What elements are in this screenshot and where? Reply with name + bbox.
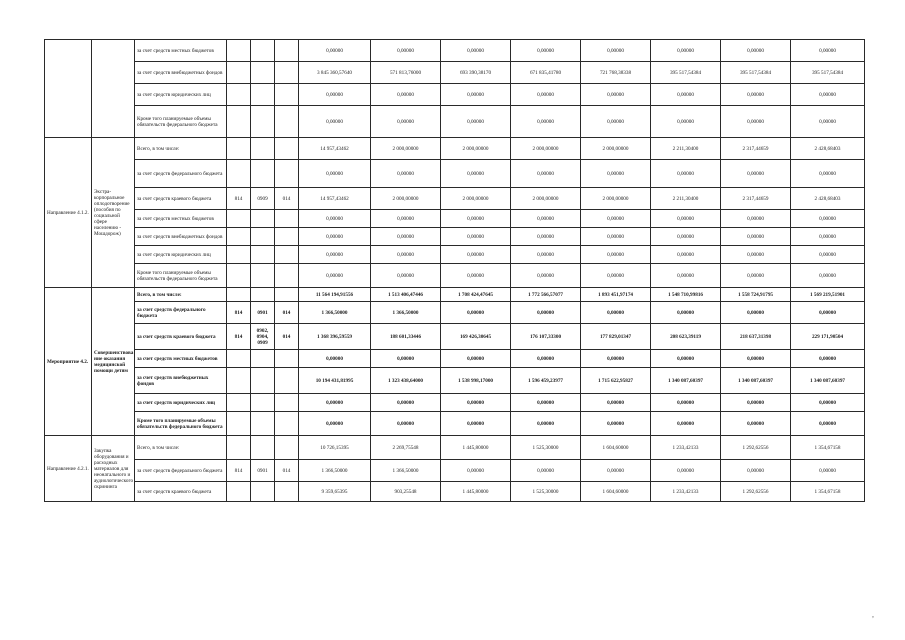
table-row (45, 246, 865, 264)
table-row (45, 106, 865, 138)
amount-cell: 208 623,39119 (651, 324, 721, 350)
amount-cell: 1 368 396,59559 (299, 324, 371, 350)
csr-code (275, 160, 299, 188)
amount-cell: 0,00000 (299, 106, 371, 138)
amount-cell: 1 292,62556 (721, 436, 791, 460)
amount-cell: 0,00000 (791, 460, 865, 482)
amount-cell: 1 233,42133 (651, 482, 721, 502)
amount-cell: 571 813,76000 (371, 62, 441, 84)
measure-description (92, 40, 135, 138)
funding-source: за счет средств местных бюджетов (135, 210, 227, 228)
grbs-code: 814 (227, 324, 251, 350)
amount-cell: 9 359,65395 (299, 482, 371, 502)
amount-cell: 0,00000 (511, 460, 581, 482)
funding-source: Всего, в том числе: (135, 138, 227, 160)
rz-pr-code (251, 40, 275, 62)
table-row (45, 482, 865, 502)
table-row (45, 368, 865, 394)
amount-cell: 0,00000 (721, 106, 791, 138)
table-row (45, 394, 865, 412)
table-row (45, 412, 865, 436)
amount-cell: 1 233,42133 (651, 436, 721, 460)
grbs-code (227, 40, 251, 62)
csr-code: 014 (275, 188, 299, 210)
amount-cell: 1 366,50000 (371, 460, 441, 482)
rz-pr-code (251, 160, 275, 188)
funding-source: за счет средств местных бюджетов (135, 40, 227, 62)
rz-pr-code (251, 84, 275, 106)
amount-cell: 0,00000 (371, 394, 441, 412)
amount-cell: 0,00000 (299, 160, 371, 188)
amount-cell: 0,00000 (721, 350, 791, 368)
amount-cell: 0,00000 (299, 228, 371, 246)
amount-cell: 10 194 431,81995 (299, 368, 371, 394)
amount-cell: 3 845 360,57640 (299, 62, 371, 84)
table-row (45, 302, 865, 324)
funding-source: за счет средств федерального бюджета (135, 302, 227, 324)
amount-cell: 1 513 406,47446 (371, 288, 441, 302)
amount-cell: 0,00000 (441, 210, 511, 228)
amount-cell: 0,00000 (441, 106, 511, 138)
amount-cell: 1 525,30000 (511, 482, 581, 502)
grbs-code (227, 62, 251, 84)
amount-cell: 0,00000 (441, 302, 511, 324)
rz-pr-code (251, 288, 275, 302)
amount-cell: 0,00000 (511, 246, 581, 264)
amount-cell: 0,00000 (371, 264, 441, 288)
amount-cell: 395 517,54384 (651, 62, 721, 84)
funding-source: за счет средств федерального бюджета (135, 160, 227, 188)
csr-code (275, 482, 299, 502)
amount-cell: 0,00000 (371, 412, 441, 436)
amount-cell: 0,00000 (581, 394, 651, 412)
amount-cell: 0,00000 (371, 350, 441, 368)
table-row (45, 288, 865, 302)
amount-cell: 0,00000 (791, 40, 865, 62)
amount-cell: 0,00000 (511, 228, 581, 246)
grbs-code (227, 210, 251, 228)
funding-source: Всего, в том числе: (135, 436, 227, 460)
amount-cell: 0,00000 (511, 412, 581, 436)
amount-cell: 0,00000 (721, 302, 791, 324)
amount-cell: 1 366,50000 (371, 302, 441, 324)
amount-cell: 169 426,30645 (441, 324, 511, 350)
table-row (45, 460, 865, 482)
amount-cell: 0,00000 (651, 264, 721, 288)
table-row (45, 350, 865, 368)
amount-cell: 0,00000 (721, 210, 791, 228)
amount-cell: 1 340 087,60397 (791, 368, 865, 394)
amount-cell: 1 445,80000 (441, 482, 511, 502)
amount-cell: 0,00000 (581, 350, 651, 368)
csr-code (275, 350, 299, 368)
amount-cell: 1 569 219,51901 (791, 288, 865, 302)
amount-cell: 2 000,00000 (511, 188, 581, 210)
table-row (45, 138, 865, 160)
amount-cell: 0,00000 (371, 210, 441, 228)
amount-cell: 14 957,43462 (299, 138, 371, 160)
funding-source: за счет средств краевого бюджета (135, 188, 227, 210)
funding-source: Кроме того планируемые объемы обязательств федерального бюджета (135, 412, 227, 436)
amount-cell: 0,00000 (651, 350, 721, 368)
amount-cell: 0,00000 (371, 106, 441, 138)
csr-code (275, 40, 299, 62)
amount-cell: 0,00000 (441, 84, 511, 106)
amount-cell: 0,00000 (581, 160, 651, 188)
amount-cell: 0,00000 (581, 40, 651, 62)
amount-cell: 0,00000 (511, 84, 581, 106)
amount-cell: 1 538 998,17000 (441, 368, 511, 394)
amount-cell: 1 604,60000 (581, 482, 651, 502)
amount-cell: 2 000,00000 (581, 188, 651, 210)
rz-pr-code (251, 394, 275, 412)
funding-source: за счет средств юридических лиц (135, 394, 227, 412)
amount-cell: 0,00000 (371, 228, 441, 246)
amount-cell: 1 366,50000 (299, 302, 371, 324)
amount-cell: 0,00000 (581, 460, 651, 482)
measure-name (45, 40, 92, 138)
amount-cell: 0,00000 (651, 106, 721, 138)
amount-cell: 0,00000 (651, 394, 721, 412)
amount-cell: 0,00000 (441, 228, 511, 246)
table-row (45, 188, 865, 210)
amount-cell: 0,00000 (299, 394, 371, 412)
amount-cell: 0,00000 (299, 264, 371, 288)
amount-cell: 1 292,62556 (721, 482, 791, 502)
table-row (45, 84, 865, 106)
funding-source: Кроме того планируемые объемы обязательств федерального бюджета (135, 106, 227, 138)
measure-description: Совершенствова ние оказания медицинской помощи детям (92, 288, 135, 436)
rz-pr-code (251, 228, 275, 246)
rz-pr-code (251, 412, 275, 436)
amount-cell: 2 269,75548 (371, 436, 441, 460)
funding-source: за счет средств юридических лиц (135, 84, 227, 106)
amount-cell: 0,00000 (441, 460, 511, 482)
amount-cell: 0,00000 (511, 394, 581, 412)
amount-cell: 2 000,00000 (581, 138, 651, 160)
amount-cell: 1 323 438,64000 (371, 368, 441, 394)
amount-cell: 0,00000 (371, 246, 441, 264)
table-row (45, 264, 865, 288)
funding-source: за счет средств юридических лиц (135, 246, 227, 264)
amount-cell: 188 601,33446 (371, 324, 441, 350)
csr-code: 014 (275, 302, 299, 324)
amount-cell: 0,00000 (651, 210, 721, 228)
table-row (45, 210, 865, 228)
amount-cell: 1 772 566,57077 (511, 288, 581, 302)
amount-cell: 2 211,30400 (651, 138, 721, 160)
amount-cell: 0,00000 (581, 210, 651, 228)
rz-pr-code (251, 210, 275, 228)
csr-code (275, 246, 299, 264)
amount-cell: 0,00000 (721, 228, 791, 246)
amount-cell: 0,00000 (651, 40, 721, 62)
rz-pr-code (251, 482, 275, 502)
amount-cell: 2 211,30400 (651, 188, 721, 210)
amount-cell: 0,00000 (441, 160, 511, 188)
rz-pr-code (251, 264, 275, 288)
amount-cell: 395 517,54384 (721, 62, 791, 84)
funding-source: за счет средств местных бюджетов (135, 350, 227, 368)
csr-code: 014 (275, 460, 299, 482)
measure-description: Экстра-корпоральное оплодотворение (пособия по социальной сфере населению - Мошдорож) (92, 138, 135, 288)
amount-cell: 0,00000 (441, 264, 511, 288)
amount-cell: 176 107,33300 (511, 324, 581, 350)
amount-cell: 0,00000 (791, 412, 865, 436)
rz-pr-code (251, 106, 275, 138)
amount-cell: 0,00000 (299, 210, 371, 228)
amount-cell: 0,00000 (721, 264, 791, 288)
csr-code (275, 210, 299, 228)
amount-cell: 0,00000 (791, 160, 865, 188)
amount-cell: 0,00000 (721, 40, 791, 62)
amount-cell: 0,00000 (511, 106, 581, 138)
amount-cell: 0,00000 (299, 350, 371, 368)
grbs-code (227, 246, 251, 264)
rz-pr-code (251, 138, 275, 160)
amount-cell: 0,00000 (651, 228, 721, 246)
rz-pr-code: 0902, 0904, 0909 (251, 324, 275, 350)
csr-code (275, 394, 299, 412)
amount-cell: 0,00000 (721, 84, 791, 106)
table-row (45, 40, 865, 62)
grbs-code (227, 436, 251, 460)
amount-cell: 0,00000 (371, 40, 441, 62)
amount-cell: 0,00000 (651, 412, 721, 436)
amount-cell: 1 558 724,91795 (721, 288, 791, 302)
amount-cell: 14 957,43462 (299, 188, 371, 210)
amount-cell: 0,00000 (371, 84, 441, 106)
amount-cell: 218 637,31398 (721, 324, 791, 350)
amount-cell: 0,00000 (441, 350, 511, 368)
csr-code (275, 228, 299, 246)
amount-cell: 0,00000 (791, 228, 865, 246)
amount-cell: 2 000,00000 (511, 138, 581, 160)
amount-cell: 10 726,15395 (299, 436, 371, 460)
amount-cell: 0,00000 (441, 246, 511, 264)
amount-cell: 0,00000 (651, 246, 721, 264)
amount-cell: 229 171,90504 (791, 324, 865, 350)
measure-name: Направление 4.1.2. (45, 138, 92, 288)
csr-code (275, 412, 299, 436)
amount-cell: 1 596 459,23977 (511, 368, 581, 394)
amount-cell: 693 390,38170 (441, 62, 511, 84)
funding-source: за счет средств внебюджетных фондов (135, 228, 227, 246)
amount-cell: 1 366,50000 (299, 460, 371, 482)
funding-source: за счет средств внебюджетных фондов (135, 62, 227, 84)
amount-cell: 1 604,60000 (581, 436, 651, 460)
rz-pr-code (251, 368, 275, 394)
grbs-code (227, 84, 251, 106)
grbs-code (227, 228, 251, 246)
amount-cell: 0,00000 (651, 84, 721, 106)
amount-cell: 0,00000 (441, 40, 511, 62)
amount-cell: 2 000,00000 (371, 138, 441, 160)
grbs-code (227, 482, 251, 502)
amount-cell: 0,00000 (581, 246, 651, 264)
amount-cell: 0,00000 (581, 302, 651, 324)
amount-cell: 1 715 622,95827 (581, 368, 651, 394)
amount-cell: 0,00000 (299, 246, 371, 264)
amount-cell: 0,00000 (651, 460, 721, 482)
scan-mark: , (872, 610, 874, 619)
amount-cell: 903,25548 (371, 482, 441, 502)
rz-pr-code (251, 436, 275, 460)
amount-cell: 1 893 451,97174 (581, 288, 651, 302)
amount-cell: 2 428,68403 (791, 188, 865, 210)
amount-cell: 0,00000 (721, 246, 791, 264)
amount-cell: 0,00000 (581, 412, 651, 436)
funding-source: Кроме того планируемые объемы обязательств федерального бюджета (135, 264, 227, 288)
amount-cell: 1 708 424,47645 (441, 288, 511, 302)
amount-cell: 0,00000 (441, 412, 511, 436)
amount-cell: 1 354,67158 (791, 436, 865, 460)
amount-cell: 0,00000 (581, 228, 651, 246)
amount-cell: 0,00000 (299, 84, 371, 106)
amount-cell: 0,00000 (721, 412, 791, 436)
table-row (45, 62, 865, 84)
rz-pr-code (251, 246, 275, 264)
funding-source: за счет средств внебюджетных фондов (135, 368, 227, 394)
amount-cell: 0,00000 (511, 210, 581, 228)
csr-code (275, 138, 299, 160)
amount-cell: 2 000,00000 (371, 188, 441, 210)
amount-cell: 671 835,41780 (511, 62, 581, 84)
amount-cell: 0,00000 (581, 106, 651, 138)
amount-cell: 0,00000 (721, 160, 791, 188)
csr-code (275, 106, 299, 138)
amount-cell: 0,00000 (791, 302, 865, 324)
rz-pr-code: 0909 (251, 188, 275, 210)
amount-cell: 2 000,00000 (441, 138, 511, 160)
amount-cell: 1 525,30000 (511, 436, 581, 460)
grbs-code: 814 (227, 302, 251, 324)
grbs-code (227, 160, 251, 188)
rz-pr-code: 0901 (251, 302, 275, 324)
measure-name: Направление 4.2.1. (45, 436, 92, 502)
csr-code (275, 288, 299, 302)
amount-cell: 0,00000 (581, 84, 651, 106)
csr-code: 014 (275, 324, 299, 350)
amount-cell: 0,00000 (791, 350, 865, 368)
grbs-code (227, 138, 251, 160)
amount-cell: 2 317,44659 (721, 138, 791, 160)
grbs-code: 814 (227, 188, 251, 210)
funding-source: за счет средств федерального бюджета (135, 460, 227, 482)
table-row (45, 436, 865, 460)
funding-source: Всего, в том числе: (135, 288, 227, 302)
measure-description: Закупка оборудования и расходных материалов для неонатального и аудиологического скрининга (92, 436, 135, 502)
amount-cell: 11 564 194,91556 (299, 288, 371, 302)
amount-cell: 395 517,54384 (791, 62, 865, 84)
amount-cell: 0,00000 (511, 264, 581, 288)
amount-cell: 1 548 710,99816 (651, 288, 721, 302)
amount-cell: 1 340 087,60397 (721, 368, 791, 394)
amount-cell: 0,00000 (511, 350, 581, 368)
csr-code (275, 62, 299, 84)
table-row (45, 228, 865, 246)
rz-pr-code (251, 62, 275, 84)
amount-cell: 0,00000 (791, 246, 865, 264)
budget-table (44, 39, 865, 502)
amount-cell: 0,00000 (721, 394, 791, 412)
amount-cell: 0,00000 (791, 394, 865, 412)
amount-cell: 1 354,67158 (791, 482, 865, 502)
amount-cell: 721 768,38338 (581, 62, 651, 84)
amount-cell: 0,00000 (371, 160, 441, 188)
grbs-code (227, 106, 251, 138)
table-row (45, 324, 865, 350)
funding-source: за счет средств краевого бюджета (135, 324, 227, 350)
amount-cell: 2 317,44659 (721, 188, 791, 210)
amount-cell: 0,00000 (791, 210, 865, 228)
table-body (45, 40, 865, 502)
amount-cell: 0,00000 (441, 394, 511, 412)
grbs-code (227, 412, 251, 436)
amount-cell: 0,00000 (511, 160, 581, 188)
amount-cell: 0,00000 (511, 40, 581, 62)
grbs-code (227, 288, 251, 302)
amount-cell: 0,00000 (299, 412, 371, 436)
grbs-code (227, 350, 251, 368)
funding-source: за счет средств краевого бюджета (135, 482, 227, 502)
amount-cell: 0,00000 (791, 84, 865, 106)
amount-cell: 1 445,80000 (441, 436, 511, 460)
csr-code (275, 264, 299, 288)
grbs-code (227, 368, 251, 394)
amount-cell: 0,00000 (299, 40, 371, 62)
measure-name: Мероприятие 4.2. (45, 288, 92, 436)
rz-pr-code (251, 350, 275, 368)
amount-cell: 0,00000 (721, 460, 791, 482)
amount-cell: 1 340 087,60397 (651, 368, 721, 394)
grbs-code: 814 (227, 460, 251, 482)
amount-cell: 177 829,01347 (581, 324, 651, 350)
amount-cell: 0,00000 (511, 302, 581, 324)
csr-code (275, 436, 299, 460)
amount-cell: 0,00000 (791, 106, 865, 138)
amount-cell: 2 428,68403 (791, 138, 865, 160)
rz-pr-code: 0901 (251, 460, 275, 482)
csr-code (275, 368, 299, 394)
amount-cell: 0,00000 (651, 160, 721, 188)
grbs-code (227, 394, 251, 412)
amount-cell: 0,00000 (581, 264, 651, 288)
grbs-code (227, 264, 251, 288)
table-row (45, 160, 865, 188)
amount-cell: 2 000,00000 (441, 188, 511, 210)
csr-code (275, 84, 299, 106)
amount-cell: 0,00000 (651, 302, 721, 324)
amount-cell: 0,00000 (791, 264, 865, 288)
